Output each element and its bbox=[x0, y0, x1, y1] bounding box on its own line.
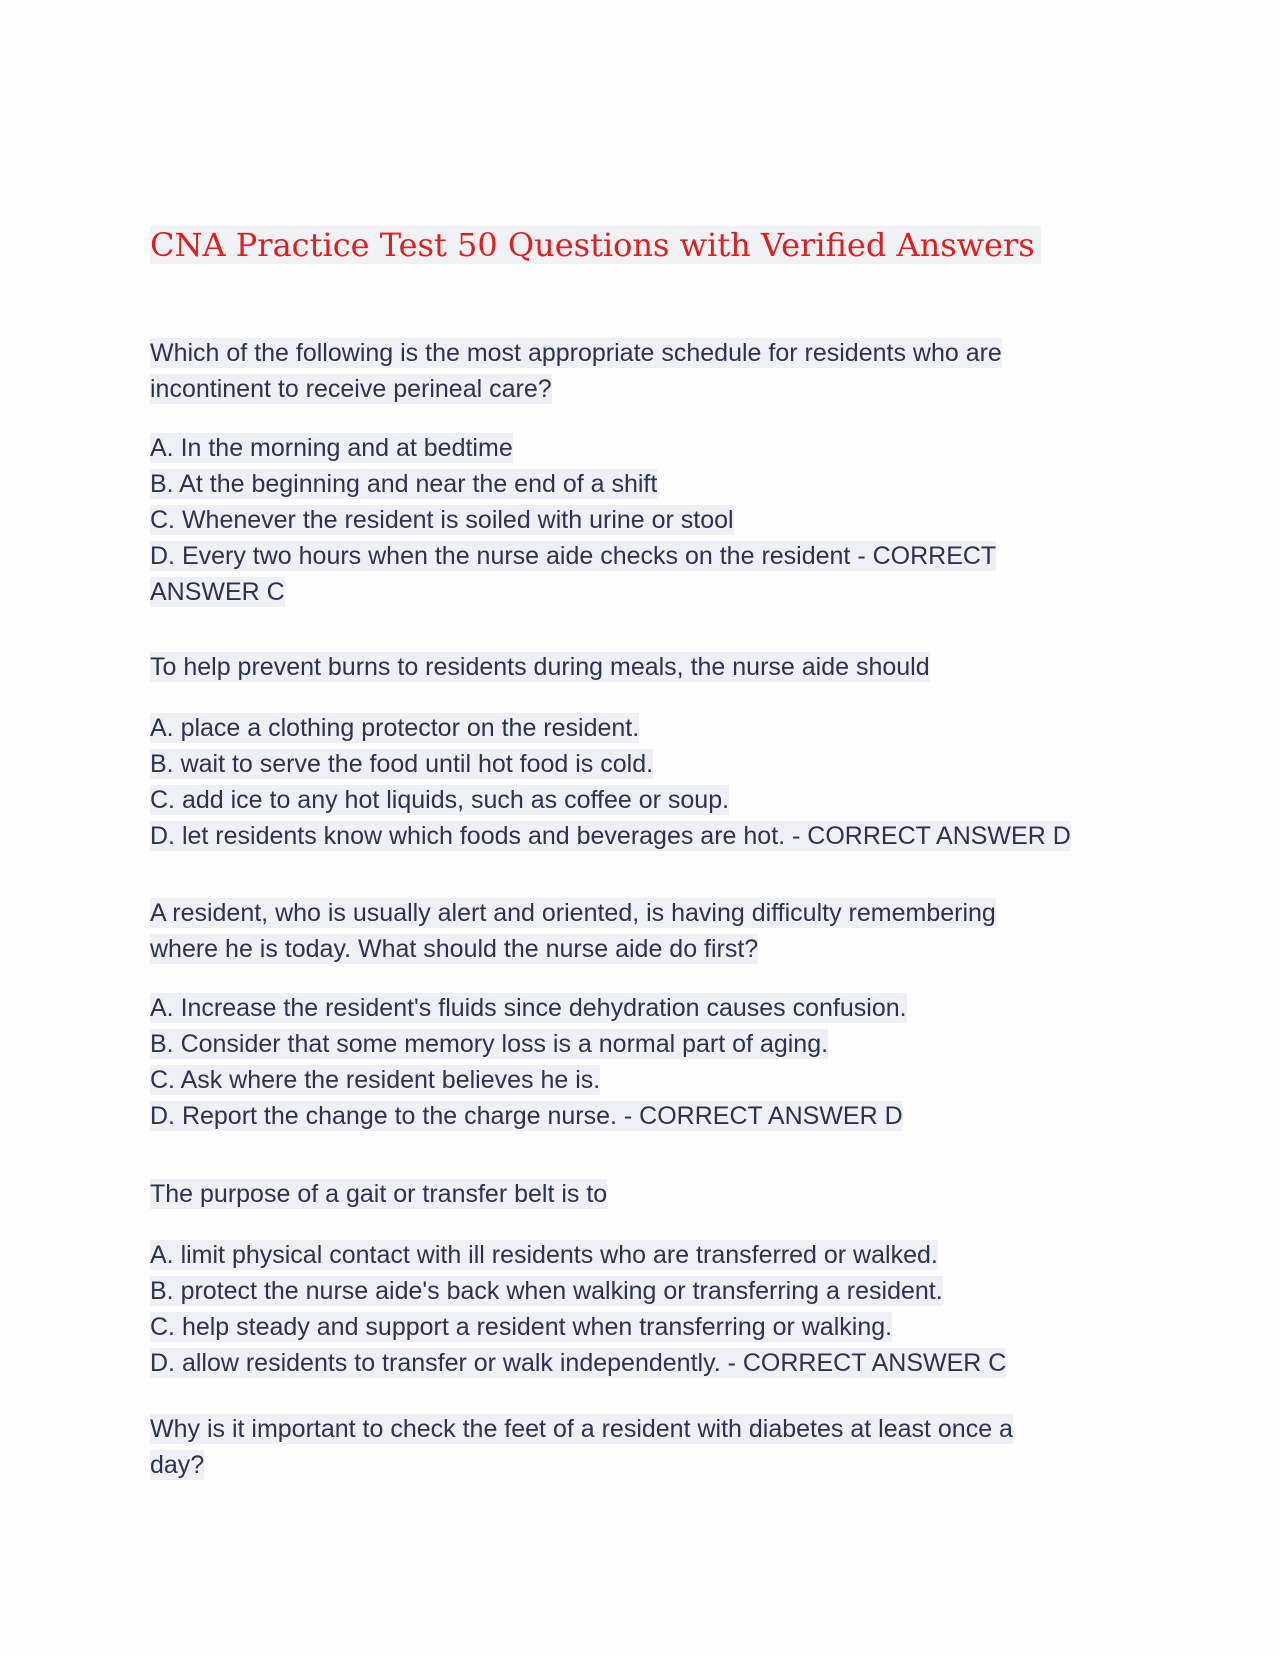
question-line: incontinent to receive perineal care? bbox=[150, 375, 552, 403]
option-d: D. let residents know which foods and beverages are hot. - CORRECT ANSWER D bbox=[150, 822, 1071, 850]
question-line: A resident, who is usually alert and oriented, is having difficulty remembering bbox=[150, 899, 996, 927]
option-b: B. Consider that some memory loss is a normal part of aging. bbox=[150, 1030, 829, 1058]
option-a: A. In the morning and at bedtime bbox=[150, 434, 513, 462]
option-c: C. Ask where the resident believes he is. bbox=[150, 1066, 601, 1094]
option-c: C. add ice to any hot liquids, such as coffee or soup. bbox=[150, 786, 730, 814]
document-title-line bbox=[150, 222, 1041, 268]
option-a: A. limit physical contact with ill residents who are transferred or walked. bbox=[150, 1241, 938, 1269]
option-d: D. allow residents to transfer or walk independently. - CORRECT ANSWER C bbox=[150, 1349, 1007, 1377]
document-title: CNA Practice Test 50 Questions with Verified Answers bbox=[150, 226, 1041, 264]
question-line: Which of the following is the most appropriate schedule for residents who are bbox=[150, 339, 1002, 367]
option-c: C. Whenever the resident is soiled with urine or stool bbox=[150, 506, 734, 534]
question-3-text bbox=[150, 895, 1150, 967]
question-4-text bbox=[150, 1176, 1150, 1212]
question-1-options bbox=[150, 430, 1150, 610]
option-a: A. Increase the resident's fluids since dehydration causes confusion. bbox=[150, 994, 907, 1022]
question-line: To help prevent burns to residents during meals, the nurse aide should bbox=[150, 653, 930, 681]
option-c: C. help steady and support a resident when transferring or walking. bbox=[150, 1313, 893, 1341]
question-line: where he is today. What should the nurse aide do first? bbox=[150, 935, 759, 963]
option-d-continued: ANSWER C bbox=[150, 578, 285, 606]
option-d: D. Every two hours when the nurse aide checks on the resident - CORRECT bbox=[150, 542, 997, 570]
question-1-text bbox=[150, 335, 1150, 407]
question-5-text bbox=[150, 1411, 1150, 1483]
option-b: B. At the beginning and near the end of a shift bbox=[150, 470, 658, 498]
question-2-text bbox=[150, 649, 1150, 685]
question-2-options bbox=[150, 710, 1150, 854]
option-b: B. protect the nurse aide's back when walking or transferring a resident. bbox=[150, 1277, 943, 1305]
question-line: The purpose of a gait or transfer belt is to bbox=[150, 1180, 608, 1208]
question-4-options bbox=[150, 1237, 1150, 1381]
option-d: D. Report the change to the charge nurse. - CORRECT ANSWER D bbox=[150, 1102, 903, 1130]
question-3-options bbox=[150, 990, 1150, 1134]
question-line: Why is it important to check the feet of a resident with diabetes at least once a bbox=[150, 1415, 1013, 1443]
option-a: A. place a clothing protector on the resident. bbox=[150, 714, 640, 742]
option-b: B. wait to serve the food until hot food is cold. bbox=[150, 750, 654, 778]
question-line: day? bbox=[150, 1451, 205, 1479]
